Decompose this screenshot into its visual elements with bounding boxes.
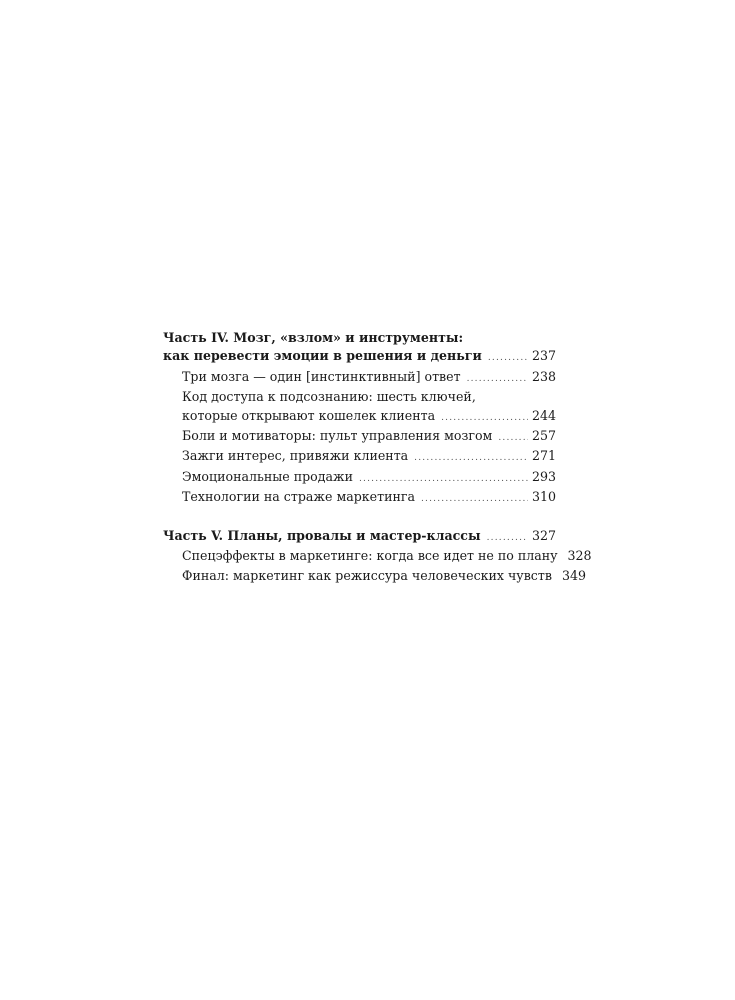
part-5-title xyxy=(163,527,556,547)
part-4-title-line-1 xyxy=(163,329,556,347)
dot-leader xyxy=(421,490,528,508)
page-number: 257 xyxy=(531,428,556,444)
toc-entry xyxy=(163,567,586,587)
page-number: 237 xyxy=(531,348,556,364)
page-number: 310 xyxy=(531,489,556,505)
table-of-contents xyxy=(163,329,592,588)
chapter-title: Эмоциональные продажи xyxy=(182,468,353,484)
chapter-title: которые открывают кошелек клиента xyxy=(182,407,436,423)
part-title: Часть IV. Мозг, «взлом» и инструменты: xyxy=(163,330,464,345)
part-title: Часть V. Планы, провалы и мастер-классы xyxy=(163,527,481,543)
dot-leader xyxy=(498,429,528,447)
page-number: 349 xyxy=(561,568,586,584)
chapter-title: Зажги интерес, привяжи клиента xyxy=(182,448,409,464)
part-title: как перевести эмоции в решения и деньги xyxy=(163,348,482,364)
dot-leader xyxy=(467,370,528,388)
toc-entry xyxy=(163,427,556,447)
toc-entry xyxy=(163,447,556,467)
page-number: 238 xyxy=(531,368,556,384)
chapter-title: Технологии на страже маркетинга xyxy=(182,489,415,505)
page-number: 244 xyxy=(531,407,556,423)
toc-entry xyxy=(163,547,592,567)
toc-entry xyxy=(163,468,556,488)
chapter-title: Финал: маркетинг как режиссура человеческих чувств xyxy=(182,568,552,584)
chapter-title: Код доступа к подсознанию: шесть ключей, xyxy=(182,389,476,405)
page-number: 327 xyxy=(531,527,556,543)
toc-entry xyxy=(163,488,556,508)
dot-leader xyxy=(359,470,528,488)
part-4-title-line-2 xyxy=(163,347,556,367)
chapter-title: Три мозга — один [инстинктивный] ответ xyxy=(182,368,461,384)
chapter-title: Спецэффекты в маркетинге: когда все идет не по плану xyxy=(182,548,558,564)
dot-leader xyxy=(488,349,528,367)
dot-leader xyxy=(414,449,528,467)
toc-entry xyxy=(163,407,556,427)
chapter-title: Боли и мотиваторы: пульт управления мозгом xyxy=(182,428,493,444)
page-number: 271 xyxy=(531,448,556,464)
page-number: 328 xyxy=(567,548,592,564)
page-number: 293 xyxy=(531,468,556,484)
toc-entry-line-1 xyxy=(163,388,556,406)
dot-leader xyxy=(441,409,528,427)
toc-entry xyxy=(163,368,556,388)
dot-leader xyxy=(487,529,528,547)
section-spacer xyxy=(163,509,556,527)
